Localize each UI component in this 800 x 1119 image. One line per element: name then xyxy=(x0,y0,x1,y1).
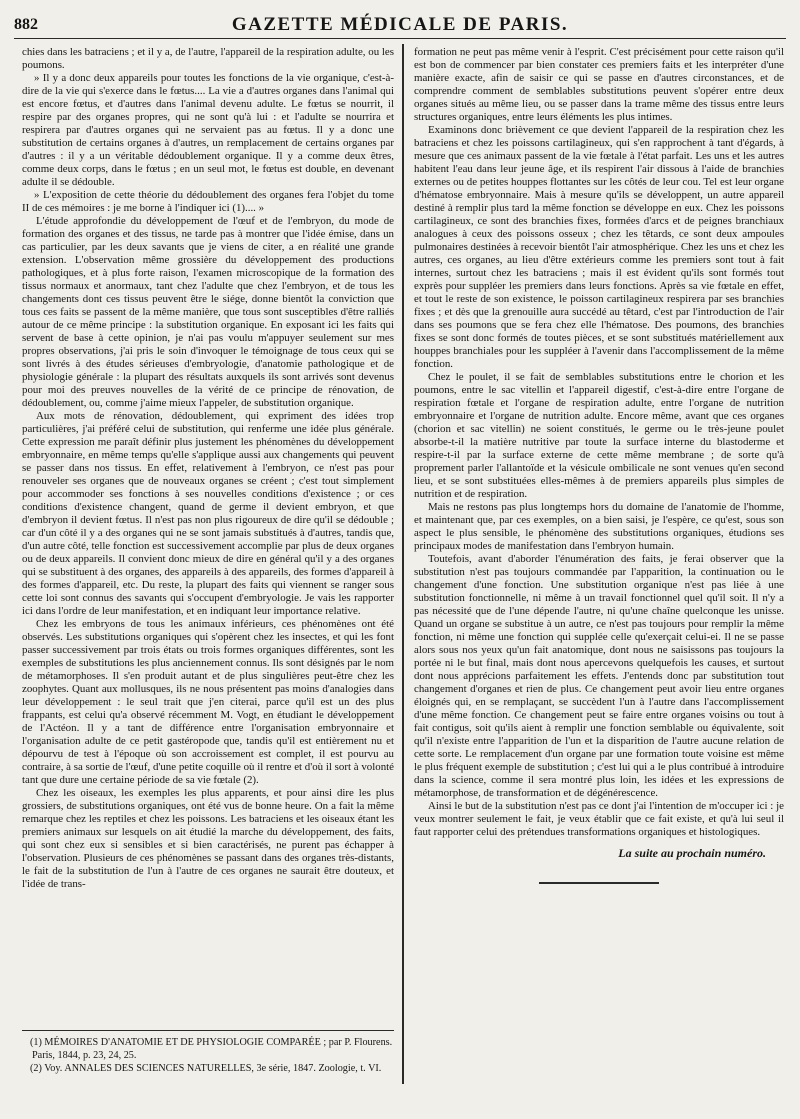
continuation-note: La suite au prochain numéro. xyxy=(618,846,766,860)
paragraph: » L'exposition de cette théorie du dédoublement des organes fera l'objet du tome II de ces mémoires : je me borne à l'indiquer ici (1).... » xyxy=(22,189,394,214)
page-number: 882 xyxy=(14,16,38,33)
paragraph: L'étude approfondie du développement de l'œuf et de l'embryon, du mode de formation des organes et des tissus, ne tarde pas à montrer que l'idée émise, dans un cas particulier, par les deux savants que je viens de citer, a en réalité une grande extension. L'observation même grossière du développement des productions pathologiques, et à plus forte raison, l'examen microscopique de la formation des tissus normaux et anormaux, tant chez l'adulte que chez l'embryon, et de tous les changements dont ces tissus peuvent être le siége, donne bientôt la conviction que tous ces faits se passent de la même manière, que tous sont susceptibles d'être ralliés autour de ce même principe : la substitution organique. En exposant ici les faits qui servent de base à cette opinion, je n'ai pas voulu m'appuyer seulement sur mes propres observations, j'ai pris le soin d'invoquer le témoignage de tous ceux qui se sont livrés à des études sérieuses d'embryologie, d'anatomie pathologique et de physiologie générale : la plupart des résultats auxquels ils sont arrivés sont devenus pour moi des preuves nouvelles de la vérité de ce principe de rénovation, de dédoublement, ou, comme j'aime mieux l'appeler, de substitution organique. xyxy=(22,215,394,409)
paragraph: Chez les oiseaux, les exemples les plus apparents, et pour ainsi dire les plus grossiers, de substitutions organiques, ont été vus de bonne heure. On a fait la même remarque chez les reptiles et chez les poissons. Les batraciens et les oiseaux étant les premiers animaux sur lesquels on ait étudié la marche du développement, des faits, qui sont chez eux si sensibles et si bien caractérisés, ne purent pas échapper à l'observation. Plusieurs de ces phénomènes se passant dans des organes très-distants, le fait de la substitution de l'un à l'autre de ces organes ne saurait être douteux, et l'idée de trans- xyxy=(22,787,394,890)
paragraph: Chez les embryons de tous les animaux inférieurs, ces phénomènes ont été observés. Les substitutions organiques qui s'opèrent chez les insectes, et qui les font passer successivement par trois états ou trois formes organiques différentes, sont les exemples de substitutions les plus anciennement connus. Ils sont désignés par le nom de métamorphoses. Il s'en produit autant et de plus singulières peut-être chez les zoophytes. Quant aux mollusques, ils ne nous présentent pas moins d'analogies dans leur développement : le seul trait que j'en citerai, parce qu'il est un des plus frappants, est celui qu'a observé récemment M. Vogt, en étudiant le développement de l'Actéon. Il y a tant de différence entre l'organisation embryonnaire et l'organisation adulte de ce petit gastéropode que, tandis qu'il est entièrement nu et dépourvu de test à l'époque où son accroissement est complet, il est pourvu au contraire, à sa sortie de l'œuf, d'une petite coquille où il rentre et d'où il sort à volonté tant que dure une certaine période de sa vie fœtale (2). xyxy=(22,618,394,786)
paragraph: Toutefois, avant d'aborder l'énumération des faits, je ferai observer que la substitution n'est pas toujours commandée par l'apparition, la continuation ou le changement d'une fonction. Une substitution organique n'est pas liée à une substitution fonctionnelle, ni même à un travail fonctionnel quel qu'il soit. Il n'y a pas nécessité que de l'une dépende l'autre, ni qu'une chaîne quelconque les unisse. Quand un organe se substitue à un autre, ce n'est pas toujours pour remplir la même fonction, ni même une fonction qui supplée celle qu'exerçait celui-ei. Il ne se passe alors sous nos yeux qu'un fait anatomique, dont nous ne saisissons pas toujours la portée ni le but final, mais dont nous apercevons quelquefois les causes, et surtout dont nous apprécions parfaitement les effets. J'entends donc par substitution tout changement d'organes et rien de plus. Ce changement peut avoir lieu entre organes éloignés qui, en se remplaçant, se succèdent l'un à l'autre dans l'accomplissement d'une même fonction. Ce changement peut se faire entre organes voisins ou tout à fait contigus, soit qu'ils aient à remplir une fonction semblable ou équivalente, soit qu'il n'existe entre l'apparition de l'un et la disparition de l'autre aucune relation de cette sorte. Le remplacement d'un organe par une formation toute voisine est même le plus fréquent exemple de substitution ; c'est lui qui a le plus contribué à introduire dans la science, comme il sera montré plus loin, les idées et les expressions de métamorphose, de transformation et de dégénérescence. xyxy=(414,553,784,799)
paragraph: formation ne peut pas même venir à l'esprit. C'est précisément pour cette raison qu'il est bon de commencer par bien constater ces premiers faits et les interpréter d'une manière exacte, afin de saisir ce qui se passe en d'autres circonstances, et de comprendre comment de semblables substitutions peuvent s'opérer entre deux organes situés au même lieu, ou se passer dans la trame même des tissus entre leurs structures organiques, entre leurs éléments les plus intimes. xyxy=(414,46,784,123)
left-column xyxy=(22,46,394,1012)
paragraph: Aux mots de rénovation, dédoublement, qui expriment des idées trop particulières, j'ai préféré celui de substitution, qui renferme une idée plus générale. Cette expression me paraît définir plus justement les phénomènes du développement embryonnaire, en même temps qu'elle s'applique aussi aux changements qui peuvent se passer dans nos tissus. En effet, relativement à l'embryon, ce n'est pas pour renouveler ses organes que de nouveaux organes se créent ; c'est tout simplement pour accommoder ses fonctions à ses nouvelles conditions d'existence ; or ces conditions d'existence changent, quand de germe il devient embryon, et que d'embryon il devient fœtus. Il n'est pas non plus rigoureux de dire qu'il se dédouble ; car d'un côté il y a des organes qui ne se sont jamais substitués à d'autres, tandis que, d'un autre côté, telle fonction est successivement accomplie par plus de deux organes ou de deux appareils. Il convient donc mieux de dire en général qu'il y a des organes qui se substituent à des organes, des appareils à des appareils, des formes d'appareil à des formes d'appareil, etc. Du reste, la plupart des faits qui viennent se ranger sous cette loi sont connus des savants qui s'occupent d'embryologie. Je vais les rapporter ici dans l'ordre de leur manifestation, et en indiquant leur importance relative. xyxy=(22,410,394,617)
paragraph: Ainsi le but de la substitution n'est pas ce dont j'ai l'intention de m'occuper ici : je veux montrer seulement le fait, je veux établir que ce fait existe, et qu'à lui seul il faut rapporter celui des prétendues transformations organiques et histologiques. xyxy=(414,800,784,838)
footnote-rule xyxy=(22,1030,394,1031)
paragraph: Mais ne restons pas plus longtemps hors du domaine de l'anatomie de l'homme, et maintenant que, par ces exemples, on a bien saisi, je l'espère, ce qu'est, sous son aspect le plus sensible, le phénomène des substitutions organiques, étudions ses principaux modes de manifestation dans l'embryon humain. xyxy=(414,501,784,552)
paragraph: Chez le poulet, il se fait de semblables substitutions entre le chorion et les poumons, entre le sac vitellin et l'appareil digestif, c'est-à-dire entre l'organe de respiration fœtale et l'organe de respiration adulte, entre l'organe de nutrition embryonnaire et l'organe de nutrition adulte. Encore même, avant que ces organes (chorion et sac vitellin) ne soient constitués, le germe ou le très-jeune poulet absorbe-t-il la matière nutritive par toute la surface interne du blastoderme et respire-t-il par la surface externe de cette même membrane ; de sorte qu'à proprement parler l'allantoïde et la vésicule ombilicale ne sont venues qu'en second lieu, et se sont substituées elles-mêmes à de premiers appareils plus simples de nutrition et de respiration. xyxy=(414,371,784,500)
paragraph: chies dans les batraciens ; et il y a, de l'autre, l'appareil de la respiration adulte, ou les poumons. xyxy=(22,46,394,71)
column-divider xyxy=(402,44,404,1084)
paragraph: » Il y a donc deux appareils pour toutes les fonctions de la vie organique, c'est-à-dire de la vie qui s'exerce dans le fœtus.... La vie a d'autres organes dans l'animal qui est encore fœtus, et d'autres dans l'animal devenu adulte. Le fœtus se nourrit, il respire par des organes propres, qui ne sont qu'à lui : et l'adulte se nourrira et respirera par d'autres organes qui ne servaient pas au fœtus. Il y a donc une substitution de certains organes à d'autres, un remplacement de certains organes par d'autres : il y a un véritable dédoublement organique. Il y a comme deux êtres, comme deux corps, dans le fœtus ; en un seul mot, le fœtus est double, en devenant adulte il se dédouble. xyxy=(22,72,394,188)
footnote: (2) Voy. ANNALES DES SCIENCES NATURELLES, 3e série, 1847. Zoologie, t. VI. xyxy=(30,1063,382,1074)
journal-title: GAZETTE MÉDICALE DE PARIS. xyxy=(231,14,569,35)
paragraph: Examinons donc brièvement ce que devient l'appareil de la respiration chez les batraciens et chez les poissons cartilagineux, qui s'en rapprochent à tant d'égards, à mesure que ces animaux passent de la vie fœtale à l'état parfait. Les uns et les autres habitent l'eau dans leur jeune âge, et ils respirent l'air dissous à l'aide de branchies externes ou de petites houppes flottantes sur les côtés de leur cou. Tel est leur organe d'hématose embryonnaire. Mais à mesure qu'ils se développent, un autre appareil destiné à remplir plus tard la même fonction se développe en eux. Chez les poissons cartilagineux, ce sont des branchies fixes, formées d'arcs et de peignes branchiaux analogues à ceux des poissons osseux ; chez les têtards, ce sont deux ampoules pulmonaires destinées à recevoir bientôt l'air atmosphérique. Chez les uns et chez les autres, ces organes, au lieu d'être extérieurs comme les premiers sont tout à fait internes, surtout chez les batraciens ; mais il est évident qu'ils sont formés tout exprès pour suppléer les premiers dans leurs fonctions. Après sa vie fœtale en effet, et tout le reste de son existence, le poisson cartilagineux respirera par ses branchies fixes ; et dès que la grenouille aura succédé au têtard, c'est par l'introduction de l'air dans ses poumons que se fera chez elle l'hématose. Des poumons, des branchies fixes se sont donc formés de toutes pièces, et se sont substitués matériellement aux houppes branchiales pour les suppléer à l'avenir dans l'accomplissement de la même fonction. xyxy=(414,124,784,370)
page-header xyxy=(14,16,786,39)
end-rule xyxy=(539,882,659,884)
footnotes xyxy=(22,1036,394,1075)
footnote: (1) MÉMOIRES D'ANATOMIE ET DE PHYSIOLOGIE COMPARÉE ; par P. Flourens. Paris, 1844, p. 23, 24, 25. xyxy=(30,1037,393,1061)
right-column xyxy=(414,46,784,1066)
